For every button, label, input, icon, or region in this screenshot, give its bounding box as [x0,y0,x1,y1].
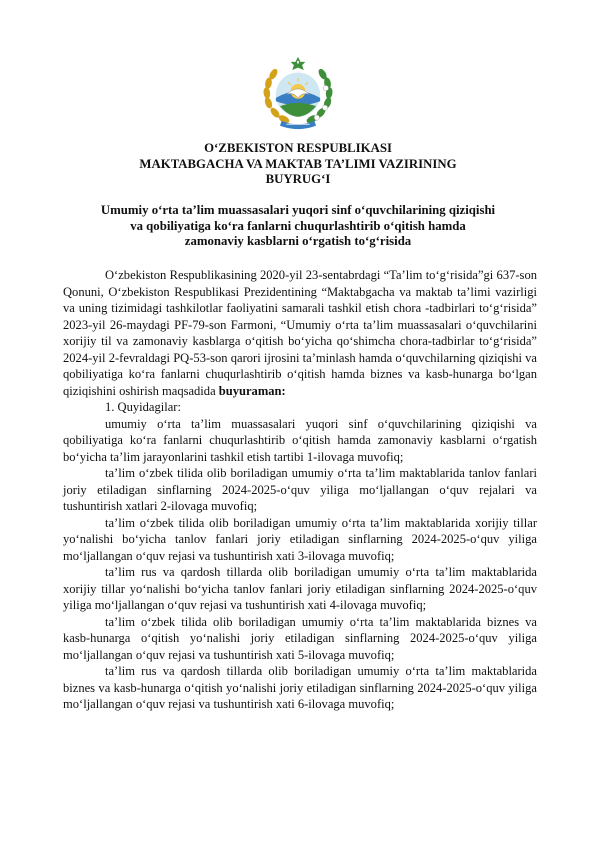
list-item: ta’lim o‘zbek tilida olib boriladigan umumiy o‘rta ta’lim maktablarida biznes va kasb-hunarga o‘qitish yo‘nalishi joriy etiladigan sinflarning 2024-2025-o‘quv yiliga mo‘ljallangan o‘quv rejasi va tushuntirish xati 5-ilovaga muvofiq; [63,614,537,662]
subject-line-1: Umumiy o‘rta ta’lim muassasalari yuqori sinf o‘quvchilarining qiziqishi [100,203,496,217]
subject-line-3: zamonaviy kasblarni o‘rgatish to‘g‘risida [184,234,412,249]
list-item: ta’lim rus va qardosh tillarda olib boriladigan umumiy o‘rta ta’lim maktablarida biznes va kasb-hunarga o‘qitish yo‘nalishi joriy etiladigan sinflarning 2024-2025-o‘quv yiliga mo‘ljallangan o‘quv rejasi va tushuntirish xati 6-ilovaga muvofiq; [63,664,537,711]
list-item: ta’lim rus va qardosh tillarda olib boriladigan umumiy o‘rta ta’lim maktablarida xorijiy tillar yo‘nalishi bo‘yicha tanlov fanlari joriy etiladigan sinflarning 2024-2025-o‘quv yiliga mo‘ljallangan o‘quv rejasi va tushuntirish xati 4-ilovaga muvofiq; [63,565,537,612]
header-order-title: BUYRUG‘I [265,172,331,187]
document-header [60,141,536,188]
preamble-paragraph [63,267,537,399]
state-emblem-icon [257,52,339,134]
list-item: ta’lim o‘zbek tilida olib boriladigan umumiy o‘rta ta’lim maktablarida tanlov fanlari joriy etiladigan sinflarning 2024-2025-o‘quv yiliga mo‘ljallangan o‘quv rejalari va tushuntirish xatlari 2-ilovaga muvofiq; [63,466,537,513]
list-item: umumiy o‘rta ta’lim muassasalari yuqori sinf o‘quvchilarining qiziqishi va qobiliyatiga ko‘ra fanlarni chuqurlashtirib o‘qitish hamda zamonaviy kasblarni o‘rgatish bo‘yicha ta’lim jarayonlarini tashkil etish tartibi 1-ilovaga muvofiq; [63,416,537,464]
subject-line-2: va qobiliyatiga ko‘ra fanlarni chuqurlashtirib o‘qitish hamda [130,218,466,233]
document-subject [60,203,536,250]
preamble-emphasis: buyuraman: [218,383,286,398]
list-item: ta’lim o‘zbek tilida olib boriladigan umumiy o‘rta ta’lim maktablarida xorijiy tillar yo‘nalishi bo‘yicha tanlov fanlari joriy etiladigan sinflarning 2024-2025-o‘quv yiliga mo‘ljallangan o‘quv rejasi va tushuntirish xati 3-ilovaga muvofiq; [63,515,537,563]
item-1-title: 1. Quyidagilar: [105,400,181,414]
document-body [63,267,537,713]
header-ministry: MAKTABGACHA VA MAKTAB TA’LIMI VAZIRINING [139,156,457,171]
preamble-text: O‘zbekiston Respublikasining 2020-yil 23-sentabrdagi “Ta’lim to‘g‘risida”gi 637-son Qonuni, O‘zbekiston Respublikasi Prezidentining “Maktabgacha va maktab ta’limi vazirligi va uning tizimidagi tashkilotlar faoliyatini samarali tashkil etish chora -tadbirlari to‘g‘risida” 2023-yil 26-maydagi PF-79-son Farmoni, “Umumiy o‘rta ta’lim muassasalari o‘quvchilarini xorijiy til va zamonaviy kasblarga o‘qitish bo‘yicha qo‘shimcha chora-tadbirlar to‘g‘risida” 2024-yil 2-fevraldagi PQ-53-son qarori ijrosini ta’minlash hamda o‘quvchilarning qiziqishi va qobiliyatiga ko‘ra fanlarni chuqurlashtirib o‘qitish hamda biznes va kasb-hunarga bo‘lgan qiziqishini oshirish maqsadida [63,268,537,398]
header-country: O‘ZBEKISTON RESPUBLIKASI [204,141,392,155]
